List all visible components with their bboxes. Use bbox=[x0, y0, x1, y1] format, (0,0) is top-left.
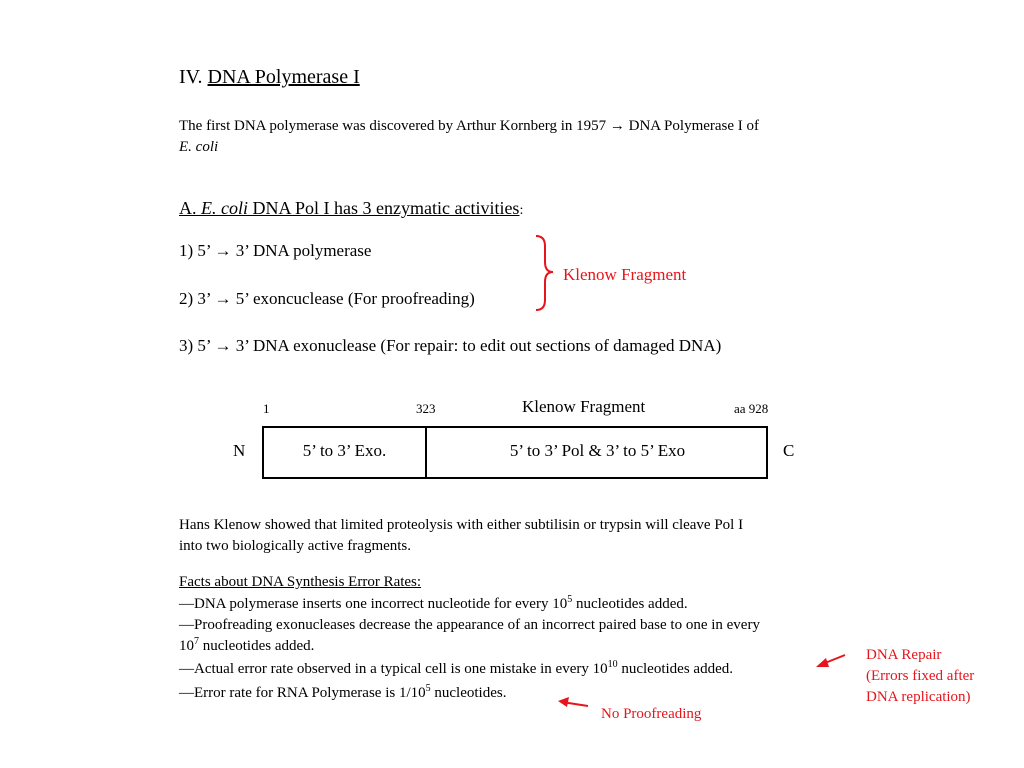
domain-2-label: 5’ to 3’ Pol & 3’ to 5’ Exo bbox=[509, 441, 686, 460]
intro-line-1: The first DNA polymerase was discovered by Arthur Kornberg in 1957 → DNA Polymerase I of bbox=[179, 118, 760, 134]
fact-3-tail: nucleotides added. bbox=[617, 661, 733, 677]
c-terminus-label: C bbox=[783, 441, 795, 460]
diagram-pos-mid: 323 bbox=[416, 401, 436, 416]
fact-3 bbox=[179, 661, 733, 678]
title-prefix: IV. bbox=[179, 66, 208, 88]
no-proofreading-label: No Proofreading bbox=[601, 706, 702, 722]
fact-1 bbox=[179, 596, 688, 613]
fact-4-tail: nucleotides. bbox=[430, 685, 507, 701]
section-a-organism: E. coli bbox=[201, 198, 248, 218]
title-main: DNA Polymerase I bbox=[207, 66, 360, 88]
fact-2-line-2 bbox=[179, 638, 314, 655]
diagram-pos-start: 1 bbox=[263, 401, 270, 416]
diagram-pos-end: aa 928 bbox=[734, 401, 769, 416]
intro-line-2: E. coli bbox=[179, 139, 219, 155]
facts-heading: Facts about DNA Synthesis Error Rates: bbox=[179, 574, 422, 590]
fact-1-text: —DNA polymerase inserts one incorrect nucleotide for every 10 bbox=[179, 596, 568, 612]
klenow-text-line-1: Hans Klenow showed that limited proteolysis with either subtilisin or trypsin will cleave Pol I bbox=[179, 517, 744, 533]
fact-2-line-1: —Proofreading exonucleases decrease the appearance of an incorrect paired base to one in every bbox=[179, 617, 760, 633]
fact-2-exponent: 7 bbox=[194, 636, 199, 647]
fact-2-base: 10 bbox=[179, 638, 194, 654]
domain-1-label: 5’ to 3’ Exo. bbox=[302, 441, 387, 460]
fact-2-tail: nucleotides added. bbox=[199, 638, 315, 654]
klenow-text-line-2: into two biologically active fragments. bbox=[179, 538, 412, 554]
fact-4 bbox=[179, 685, 506, 702]
fact-3-text: —Actual error rate observed in a typical cell is one mistake in every 10 bbox=[179, 661, 608, 677]
dna-repair-label-1: DNA Repair bbox=[866, 647, 942, 663]
section-a-colon: : bbox=[519, 203, 524, 218]
section-a-rest: DNA Pol I has 3 enzymatic activities bbox=[248, 198, 520, 218]
fact-4-exponent: 5 bbox=[425, 683, 431, 694]
klenow-bracket-label: Klenow Fragment bbox=[563, 265, 687, 284]
fact-3-exponent: 10 bbox=[607, 659, 618, 670]
dna-repair-label-3: DNA replication) bbox=[866, 689, 971, 705]
fact-1-tail: nucleotides added. bbox=[572, 596, 688, 612]
n-terminus-label: N bbox=[233, 441, 246, 460]
fact-4-text: —Error rate for RNA Polymerase is 1/10 bbox=[179, 685, 426, 701]
activity-2: 2) 3’ → 5’ exoncuclease (For proofreading) bbox=[179, 289, 475, 308]
activity-1: 1) 5’ → 3’ DNA polymerase bbox=[179, 241, 372, 260]
klenow-brace bbox=[536, 236, 553, 310]
arrow-dna-repair bbox=[816, 655, 845, 667]
fact-1-exponent: 5 bbox=[567, 594, 573, 605]
dna-repair-label-2: (Errors fixed after bbox=[866, 668, 975, 684]
arrow-no-proofreading bbox=[558, 697, 588, 707]
section-a-prefix: A. bbox=[179, 198, 201, 218]
diagram-fragment-label: Klenow Fragment bbox=[522, 397, 646, 416]
activity-3: 3) 5’ → 3’ DNA exonuclease (For repair: to edit out sections of damaged DNA) bbox=[179, 336, 722, 355]
